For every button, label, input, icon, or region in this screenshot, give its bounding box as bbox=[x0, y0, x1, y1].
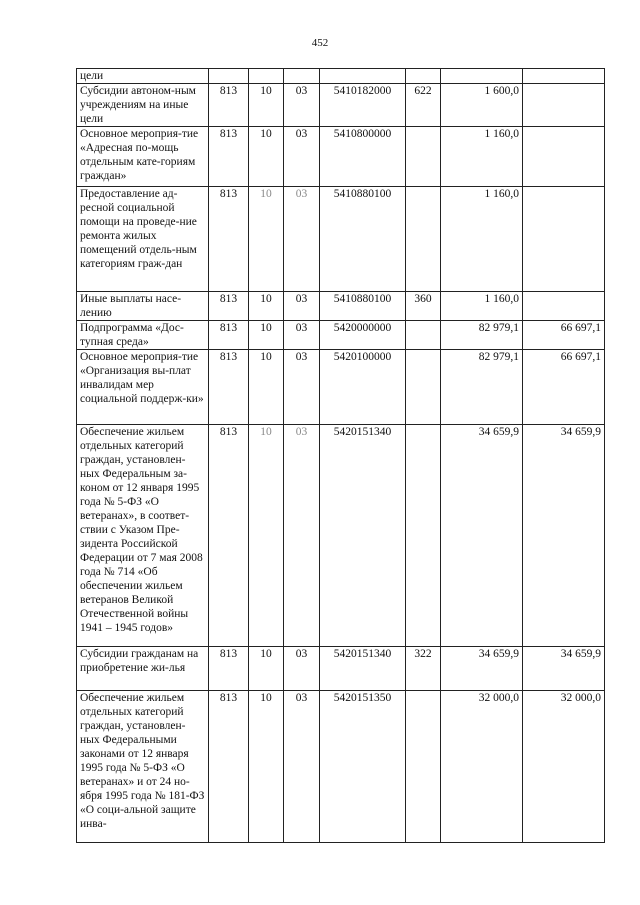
expense-type-cell bbox=[406, 187, 441, 292]
code-cell: 813 bbox=[209, 187, 249, 292]
expense-type-cell bbox=[406, 425, 441, 647]
row-name-cell: Иные выплаты насе-лению bbox=[77, 292, 209, 321]
article-cell: 5410880100 bbox=[320, 187, 406, 292]
sum-1-cell: 1 160,0 bbox=[441, 292, 523, 321]
section-cell: 10 bbox=[249, 127, 284, 187]
code-cell: 813 bbox=[209, 647, 249, 691]
page-number: 452 bbox=[311, 37, 329, 49]
sum-1-cell: 34 659,9 bbox=[441, 425, 523, 647]
sum-2-cell: 34 659,9 bbox=[523, 647, 605, 691]
sum-1-cell: 1 600,0 bbox=[441, 84, 523, 127]
code-cell bbox=[209, 69, 249, 84]
sum-1-cell: 1 160,0 bbox=[441, 127, 523, 187]
subsection-cell: 03 bbox=[284, 292, 320, 321]
row-name-cell: Основное мероприя-тие «Организация вы-плат инвалидам мер социальной поддерж-ки» bbox=[77, 350, 209, 425]
article-cell: 5420151340 bbox=[320, 647, 406, 691]
article-cell: 5420000000 bbox=[320, 321, 406, 350]
subsection-cell: 03 bbox=[284, 691, 320, 843]
code-cell: 813 bbox=[209, 321, 249, 350]
subsection-cell: 03 bbox=[284, 187, 320, 292]
article-cell bbox=[320, 69, 406, 84]
article-cell: 5420151340 bbox=[320, 425, 406, 647]
code-cell: 813 bbox=[209, 84, 249, 127]
sum-2-cell bbox=[523, 187, 605, 292]
table-row bbox=[77, 69, 605, 84]
table-body bbox=[77, 69, 605, 843]
expense-type-cell bbox=[406, 69, 441, 84]
section-cell: 10 bbox=[249, 321, 284, 350]
subsection-cell bbox=[284, 69, 320, 84]
row-name-cell: Обеспечение жильем отдельных категорий граждан, установлен-ных Федеральным за-коном от 12 января 1995 года № 5-ФЗ «О ветеранах», в соответ-ствии с Указом Пре-зидента Российской Федерации от 7 мая 2008 года № 714 «Об обеспечении жильем ветеранов Великой Отечественной войны 1941 – 1945 годов» bbox=[77, 425, 209, 647]
expense-type-cell: 360 bbox=[406, 292, 441, 321]
table-row bbox=[77, 127, 605, 187]
sum-2-cell: 32 000,0 bbox=[523, 691, 605, 843]
section-cell: 10 bbox=[249, 691, 284, 843]
sum-2-cell bbox=[523, 127, 605, 187]
table-row bbox=[77, 187, 605, 292]
sum-1-cell bbox=[441, 69, 523, 84]
section-cell bbox=[249, 69, 284, 84]
expense-type-cell bbox=[406, 691, 441, 843]
section-cell: 10 bbox=[249, 350, 284, 425]
sum-1-cell: 32 000,0 bbox=[441, 691, 523, 843]
section-cell: 10 bbox=[249, 425, 284, 647]
expense-type-cell bbox=[406, 127, 441, 187]
sum-2-cell: 66 697,1 bbox=[523, 321, 605, 350]
subsection-cell: 03 bbox=[284, 425, 320, 647]
sum-1-cell: 1 160,0 bbox=[441, 187, 523, 292]
code-cell: 813 bbox=[209, 425, 249, 647]
expense-type-cell: 322 bbox=[406, 647, 441, 691]
row-name-cell: Основное мероприя-тие «Адресная по-мощь отдельным кате-гориям граждан» bbox=[77, 127, 209, 187]
code-cell: 813 bbox=[209, 691, 249, 843]
table-row bbox=[77, 350, 605, 425]
subsection-cell: 03 bbox=[284, 350, 320, 425]
article-cell: 5420151350 bbox=[320, 691, 406, 843]
article-cell: 5410800000 bbox=[320, 127, 406, 187]
sum-2-cell bbox=[523, 292, 605, 321]
section-cell: 10 bbox=[249, 187, 284, 292]
table-row bbox=[77, 84, 605, 127]
article-cell: 5420100000 bbox=[320, 350, 406, 425]
table-row bbox=[77, 425, 605, 647]
code-cell: 813 bbox=[209, 127, 249, 187]
budget-table bbox=[76, 68, 605, 843]
row-name-cell: Подпрограмма «Дос-тупная среда» bbox=[77, 321, 209, 350]
code-cell: 813 bbox=[209, 292, 249, 321]
row-name-cell: Субсидии автоном-ным учреждениям на иные цели bbox=[77, 84, 209, 127]
subsection-cell: 03 bbox=[284, 84, 320, 127]
sum-2-cell bbox=[523, 84, 605, 127]
section-cell: 10 bbox=[249, 84, 284, 127]
subsection-cell: 03 bbox=[284, 127, 320, 187]
expense-type-cell bbox=[406, 350, 441, 425]
sum-2-cell: 34 659,9 bbox=[523, 425, 605, 647]
table-row bbox=[77, 691, 605, 843]
sum-1-cell: 34 659,9 bbox=[441, 647, 523, 691]
expense-type-cell: 622 bbox=[406, 84, 441, 127]
article-cell: 5410182000 bbox=[320, 84, 406, 127]
table-row bbox=[77, 647, 605, 691]
code-cell: 813 bbox=[209, 350, 249, 425]
row-name-cell: Обеспечение жильем отдельных категорий граждан, установлен-ных Федеральными законами от 12 января 1995 года № 5-ФЗ «О ветеранах» и от 24 но-ября 1995 года № 181-ФЗ «О соци-альной защите инва- bbox=[77, 691, 209, 843]
expense-type-cell bbox=[406, 321, 441, 350]
sum-2-cell bbox=[523, 69, 605, 84]
subsection-cell: 03 bbox=[284, 321, 320, 350]
section-cell: 10 bbox=[249, 647, 284, 691]
sum-1-cell: 82 979,1 bbox=[441, 321, 523, 350]
subsection-cell: 03 bbox=[284, 647, 320, 691]
row-name-cell: Предоставление ад-ресной социальной помощи на проведе-ние ремонта жилых помещений отдель-ным категориям граж-дан bbox=[77, 187, 209, 292]
table-row bbox=[77, 292, 605, 321]
sum-2-cell: 66 697,1 bbox=[523, 350, 605, 425]
article-cell: 5410880100 bbox=[320, 292, 406, 321]
sum-1-cell: 82 979,1 bbox=[441, 350, 523, 425]
table-row bbox=[77, 321, 605, 350]
section-cell: 10 bbox=[249, 292, 284, 321]
row-name-cell: цели bbox=[77, 69, 209, 84]
row-name-cell: Субсидии гражданам на приобретение жи-лья bbox=[77, 647, 209, 691]
